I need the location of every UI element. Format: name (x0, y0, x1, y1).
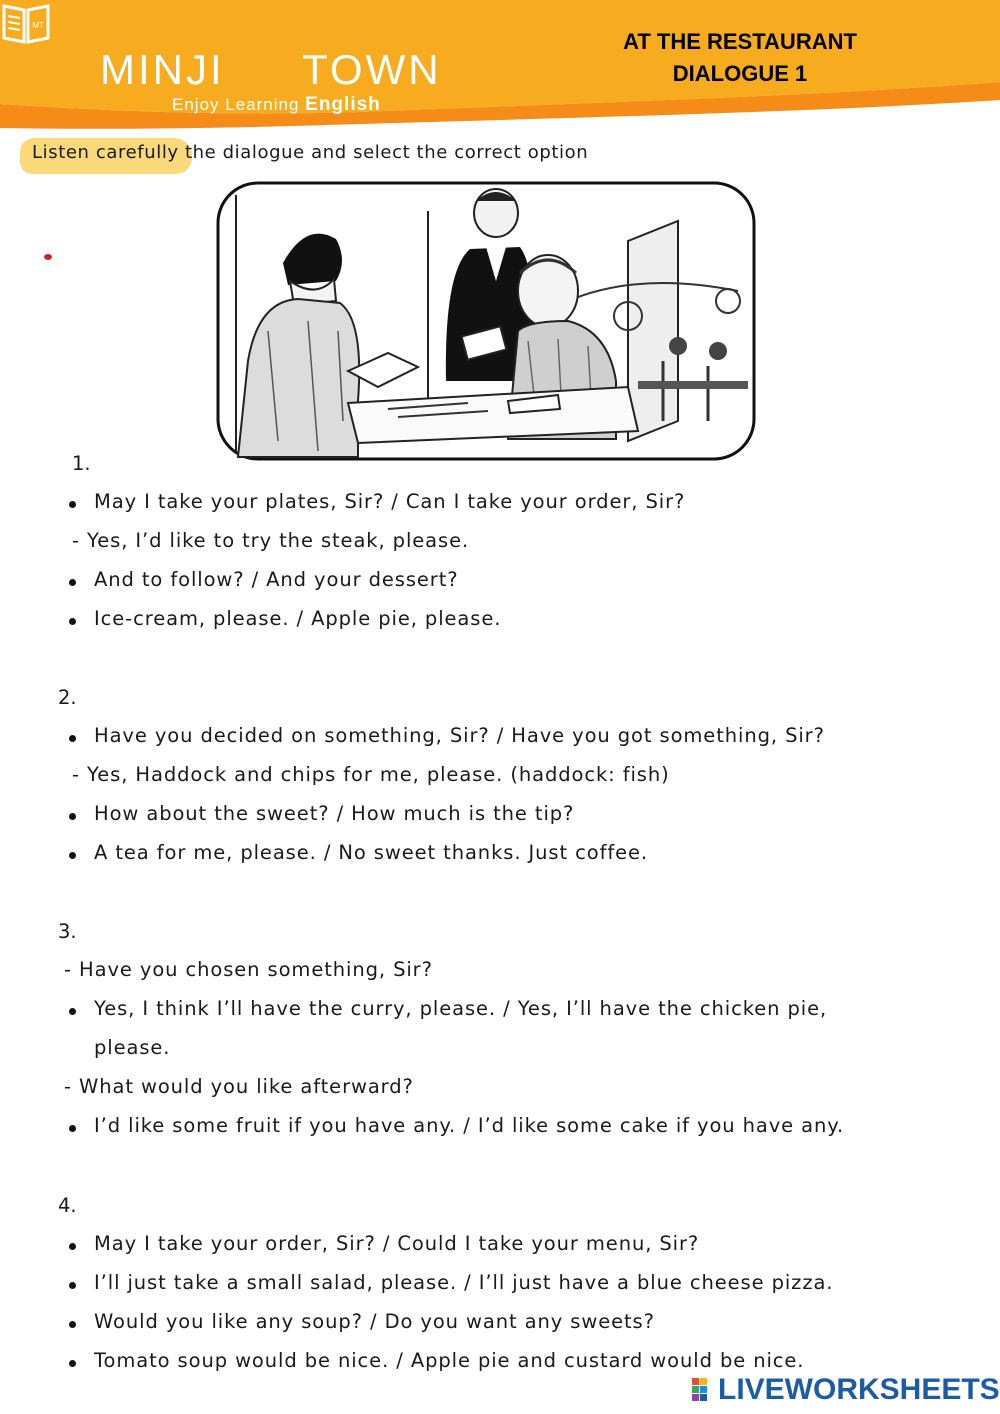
bullet-icon (69, 1282, 76, 1289)
bullet-icon (69, 501, 76, 508)
book-icon-label: MT (32, 21, 44, 30)
page-title (590, 26, 890, 90)
tagline-plain: Enjoy Learning (172, 95, 300, 114)
section-4-number: 4. (58, 1194, 77, 1217)
section-3-question-2: - What would you like afterward? (64, 1075, 414, 1098)
book-icon (0, 0, 52, 44)
bullet-icon (69, 1243, 76, 1250)
section-4-line-2: I’ll just take a small salad, please. / I’ll just have a blue cheese pizza. (94, 1271, 834, 1294)
section-3-question-1: - Have you chosen something, Sir? (64, 958, 433, 981)
bullet-icon (69, 813, 76, 820)
bullet-icon (69, 1008, 76, 1015)
liveworksheets-brand[interactable]: LIVEWORKSHEETS (718, 1373, 1000, 1406)
bullet-icon (69, 735, 76, 742)
tagline-bold: English (305, 94, 381, 115)
section-1-answer-2: Ice-cream, please. / Apple pie, please. (94, 607, 502, 630)
section-2-reply-1: - Yes, Haddock and chips for me, please. (haddock: fish) (72, 763, 670, 786)
section-1-number: 1. (72, 452, 91, 475)
instruction-text: Listen carefully the dialogue and select the correct option (32, 142, 589, 163)
red-dot-mark (44, 254, 52, 260)
section-2-question-2: How about the sweet? / How much is the tip? (94, 802, 575, 825)
section-2-answer-2: A tea for me, please. / No sweet thanks. Just coffee. (94, 841, 649, 864)
logo-minji: MINJI (100, 46, 225, 93)
title-line-2: DIALOGUE 1 (672, 61, 808, 86)
tagline (172, 94, 381, 116)
section-3-number: 3. (58, 920, 77, 943)
section-1-reply-1: - Yes, I’d like to try the steak, please. (72, 529, 470, 552)
bullet-icon (69, 579, 76, 586)
bullet-icon (69, 1125, 76, 1132)
section-3-answer-1: Yes, I think I’ll have the curry, please. / Yes, I’ll have the chicken pie, (94, 997, 828, 1020)
logo-town: TOWN (302, 46, 442, 93)
section-4-line-3: Would you like any soup? / Do you want any sweets? (94, 1310, 655, 1333)
section-4-line-1: May I take your order, Sir? / Could I take your menu, Sir? (94, 1232, 700, 1255)
section-2-question-1: Have you decided on something, Sir? / Have you got something, Sir? (94, 724, 825, 747)
header-banner (0, 0, 1000, 135)
title-line-1: AT THE RESTAURANT (623, 29, 857, 54)
liveworksheets-logo-icon (692, 1374, 718, 1408)
bullet-icon (69, 1360, 76, 1367)
bullet-icon (69, 618, 76, 625)
section-1-question-1: May I take your plates, Sir? / Can I take your order, Sir? (94, 490, 686, 513)
section-3-answer-2: I’d like some fruit if you have any. / I’d like some cake if you have any. (94, 1114, 845, 1137)
bullet-icon (69, 1321, 76, 1328)
bullet-icon (69, 852, 76, 859)
section-4-line-4: Tomato soup would be nice. / Apple pie and custard would be nice. (94, 1349, 805, 1372)
restaurant-scene-illustration (208, 181, 766, 463)
section-1-question-2: And to follow? / And your dessert? (94, 568, 459, 591)
section-2-number: 2. (58, 686, 77, 709)
section-3-answer-1-cont: please. (94, 1036, 171, 1059)
